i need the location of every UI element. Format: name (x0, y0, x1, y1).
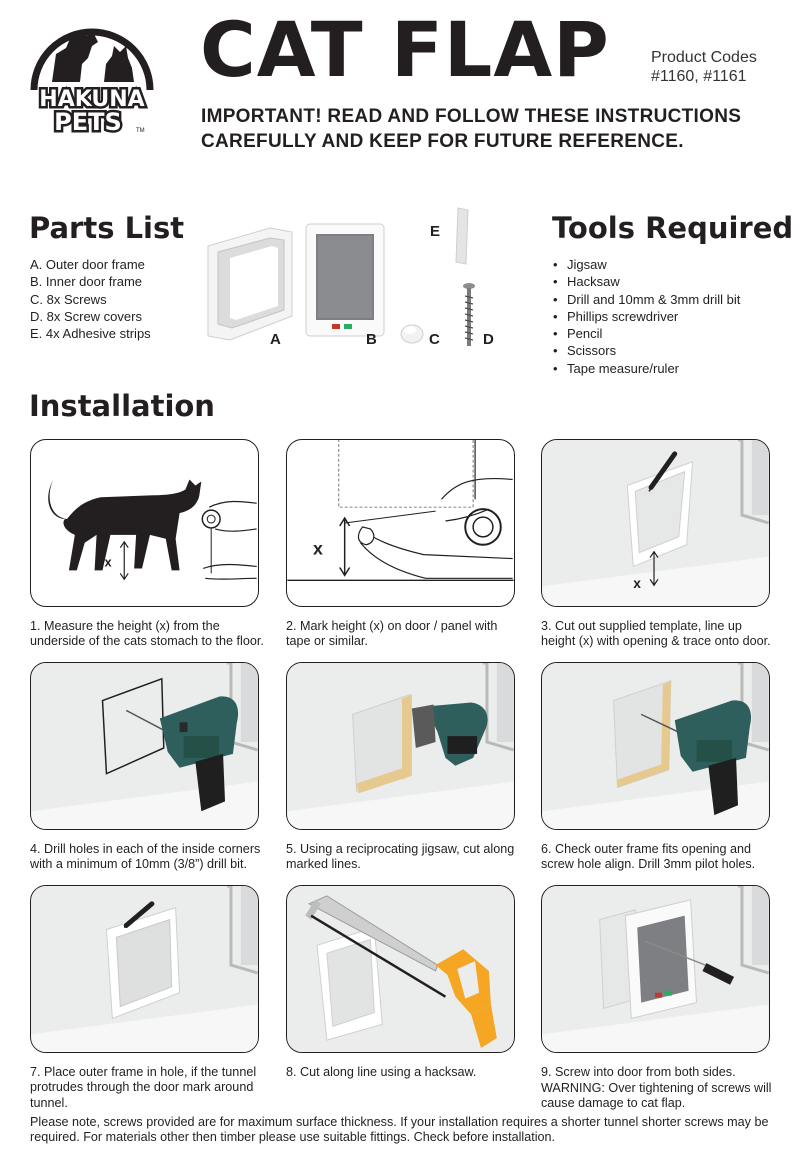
caption-line: height (x) with opening & trace onto door. (541, 634, 771, 649)
caption-line: tape or similar. (286, 634, 368, 649)
step-3-illustration (541, 439, 770, 607)
step-7-caption (30, 1065, 275, 1111)
product-codes (651, 48, 757, 86)
caption-line: 4. Drill holes in each of the inside corners (30, 842, 261, 856)
adhesive-strip-image (456, 208, 468, 264)
brand-logo (22, 12, 162, 140)
screw-cover-image (401, 325, 423, 343)
tools-list (553, 256, 740, 377)
caption-line: 7. Place outer frame in hole, if the tunnel (30, 1065, 257, 1079)
parts-illustration (200, 206, 510, 356)
list-item: • Pencil (553, 325, 740, 342)
list-item: A. Outer door frame (30, 257, 145, 272)
step-9-illustration (541, 885, 770, 1053)
step-6-caption (541, 842, 786, 873)
caption-line: 6. Check outer frame fits opening and (541, 842, 752, 856)
product-codes-value: #1160, #1161 (651, 68, 747, 85)
footnote-line: required. For materials other then timber please use suitable fittings. Check before installation. (30, 1130, 556, 1145)
caption-line: 8. Cut along line using a hacksaw. (286, 1065, 477, 1079)
part-label-c: C (429, 331, 440, 348)
step-8-illustration (286, 885, 515, 1053)
step-4-caption (30, 842, 275, 873)
caption-line: 9. Screw into door from both sides. (541, 1065, 736, 1079)
step-8-caption (286, 1065, 531, 1080)
list-item: E. 4x Adhesive strips (30, 326, 151, 342)
page-title: CAT FLAP (200, 5, 610, 94)
list-item: • Drill and 10mm & 3mm drill bit (553, 291, 740, 308)
tools-heading: Tools Required (552, 211, 794, 245)
part-label-d: D (483, 331, 494, 348)
screw-image (463, 283, 475, 346)
important-line-2: CAREFULLY AND KEEP FOR FUTURE REFERENCE. (201, 131, 684, 152)
footnote (30, 1115, 768, 1146)
list-item: • Tape measure/ruler (553, 360, 740, 377)
step-1-caption (30, 619, 275, 650)
step-9-caption (541, 1065, 786, 1080)
caption-line: 3. Cut out supplied template, line up (541, 619, 742, 633)
brand-line2: PETS (54, 108, 122, 136)
outer-frame-image (208, 228, 292, 340)
step-7-illustration (30, 885, 259, 1053)
step-5-caption (286, 842, 531, 873)
list-item: • Jigsaw (553, 256, 740, 273)
caption-line: screw hole align. Drill 3mm pilot holes. (541, 857, 756, 872)
caption-line: 5. Using a reciprocating jigsaw, cut along (286, 842, 515, 856)
list-item: D. 8x Screw covers (30, 308, 142, 324)
part-label-a: A (270, 331, 281, 348)
part-label-b: B (366, 331, 377, 348)
brand-line1: HAKUNA (39, 87, 145, 112)
step-1-illustration (30, 439, 259, 607)
parts-list (30, 256, 151, 342)
warning-line: WARNING: Over tightening of screws will (541, 1081, 772, 1095)
part-label-e: E (430, 223, 441, 240)
step-5-illustration (286, 662, 515, 830)
installation-heading: Installation (29, 389, 215, 423)
parts-heading: Parts List (29, 211, 185, 245)
footnote-line: Please note, screws provided are for maximum surface thickness. If your installation requires a shorter tunnel shorter screws may be (30, 1115, 769, 1129)
measure-label: x (313, 538, 323, 559)
important-line-1: IMPORTANT! READ AND FOLLOW THESE INSTRUCTIONS (201, 106, 742, 127)
step-6-illustration (541, 662, 770, 830)
caption-line: marked lines. (286, 857, 361, 872)
list-item: • Scissors (553, 342, 740, 359)
caption-line: 2. Mark height (x) on door / panel with (286, 619, 498, 633)
step-2-caption (286, 619, 531, 650)
list-item: C. 8x Screws (30, 291, 107, 307)
product-codes-label: Product Codes (651, 49, 757, 66)
inner-frame-image (306, 224, 384, 336)
warning-text (541, 1081, 771, 1112)
measure-label: x (633, 575, 641, 592)
caption-line: tunnel. (30, 1095, 68, 1110)
list-item: B. Inner door frame (30, 274, 142, 290)
brand-tm: TM (136, 128, 145, 134)
step-2-illustration (286, 439, 515, 607)
caption-line: with a minimum of 10mm (3/8”) drill bit. (30, 857, 247, 872)
step-4-illustration (30, 662, 259, 830)
caption-line: 1. Measure the height (x) from the (30, 619, 220, 633)
caption-line: underside of the cats stomach to the floor. (30, 634, 264, 649)
measure-label: x (104, 554, 112, 570)
list-item: • Phillips screwdriver (553, 308, 740, 325)
caption-line: protrudes through the door mark around (30, 1080, 254, 1095)
important-notice (201, 104, 741, 154)
warning-line: cause damage to cat flap. (541, 1096, 686, 1111)
step-3-caption (541, 619, 786, 650)
list-item: • Hacksaw (553, 273, 740, 290)
